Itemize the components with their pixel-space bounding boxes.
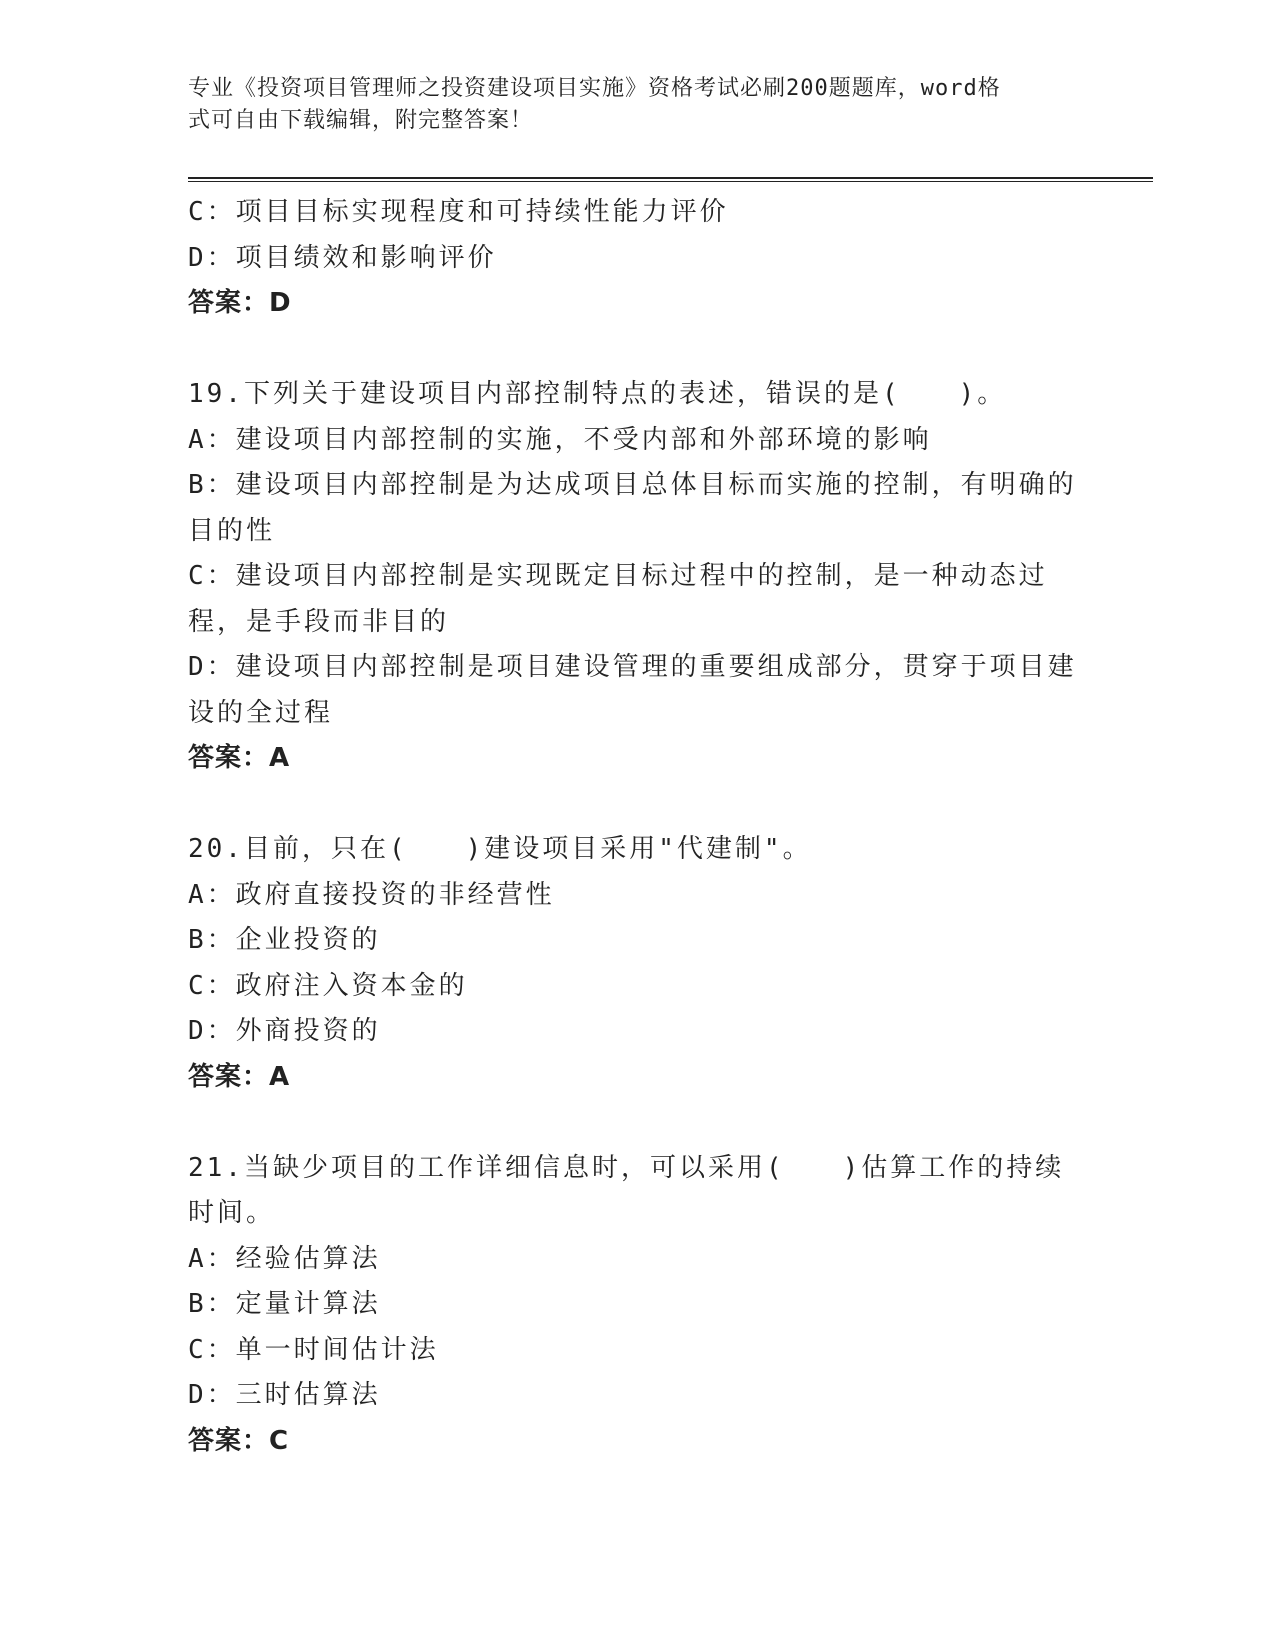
answer-label: 答案：A xyxy=(188,1061,291,1092)
question-21 xyxy=(188,1146,1088,1465)
question-list xyxy=(188,190,1088,1464)
question-stem: 19.下列关于建设项目内部控制特点的表述，错误的是( )。 xyxy=(188,379,1007,409)
option-c: C：项目目标实现程度和可持续性能力评价 xyxy=(188,197,729,227)
question-18-continued xyxy=(188,190,1088,327)
answer-label: 答案：D xyxy=(188,288,292,318)
option-b: B：定量计算法 xyxy=(188,1289,381,1319)
option-d: D：建设项目内部控制是项目建设管理的重要组成部分，贯穿于项目建设的全过程 xyxy=(188,652,1077,728)
spacer xyxy=(188,327,1088,373)
question-20 xyxy=(188,827,1088,1100)
option-b: B：建设项目内部控制是为达成项目总体目标而实施的控制，有明确的目的性 xyxy=(188,470,1077,546)
option-c: C：政府注入资本金的 xyxy=(188,970,468,1001)
option-a: A：建设项目内部控制的实施，不受内部和外部环境的影响 xyxy=(188,424,932,455)
question-stem: 21.当缺少项目的工作详细信息时，可以采用( )估算工作的持续时间。 xyxy=(188,1152,1065,1228)
question-19 xyxy=(188,372,1088,782)
option-d: D：三时估算法 xyxy=(188,1380,381,1410)
header-line-1: 专业《投资项目管理师之投资建设项目实施》资格考试必刷200题题库，word格 xyxy=(188,76,1001,101)
option-b: B：企业投资的 xyxy=(188,925,381,955)
page-header xyxy=(188,73,1068,137)
option-a: A：经验估算法 xyxy=(188,1243,381,1274)
answer-label: 答案：A xyxy=(188,743,291,773)
spacer xyxy=(188,1100,1088,1146)
option-c: C：建设项目内部控制是实现既定目标过程中的控制，是一种动态过程，是手段而非目的 xyxy=(188,561,1048,637)
header-divider xyxy=(188,177,1153,182)
option-c: C：单一时间估计法 xyxy=(188,1334,439,1365)
header-line-2: 式可自由下载编辑，附完整答案！ xyxy=(188,108,534,133)
question-stem: 20.目前，只在( )建设项目采用"代建制"。 xyxy=(188,834,812,864)
spacer xyxy=(188,782,1088,828)
option-d: D：外商投资的 xyxy=(188,1016,381,1046)
option-d: D：项目绩效和影响评价 xyxy=(188,242,497,273)
option-a: A：政府直接投资的非经营性 xyxy=(188,879,555,910)
answer-label: 答案：C xyxy=(188,1425,290,1456)
